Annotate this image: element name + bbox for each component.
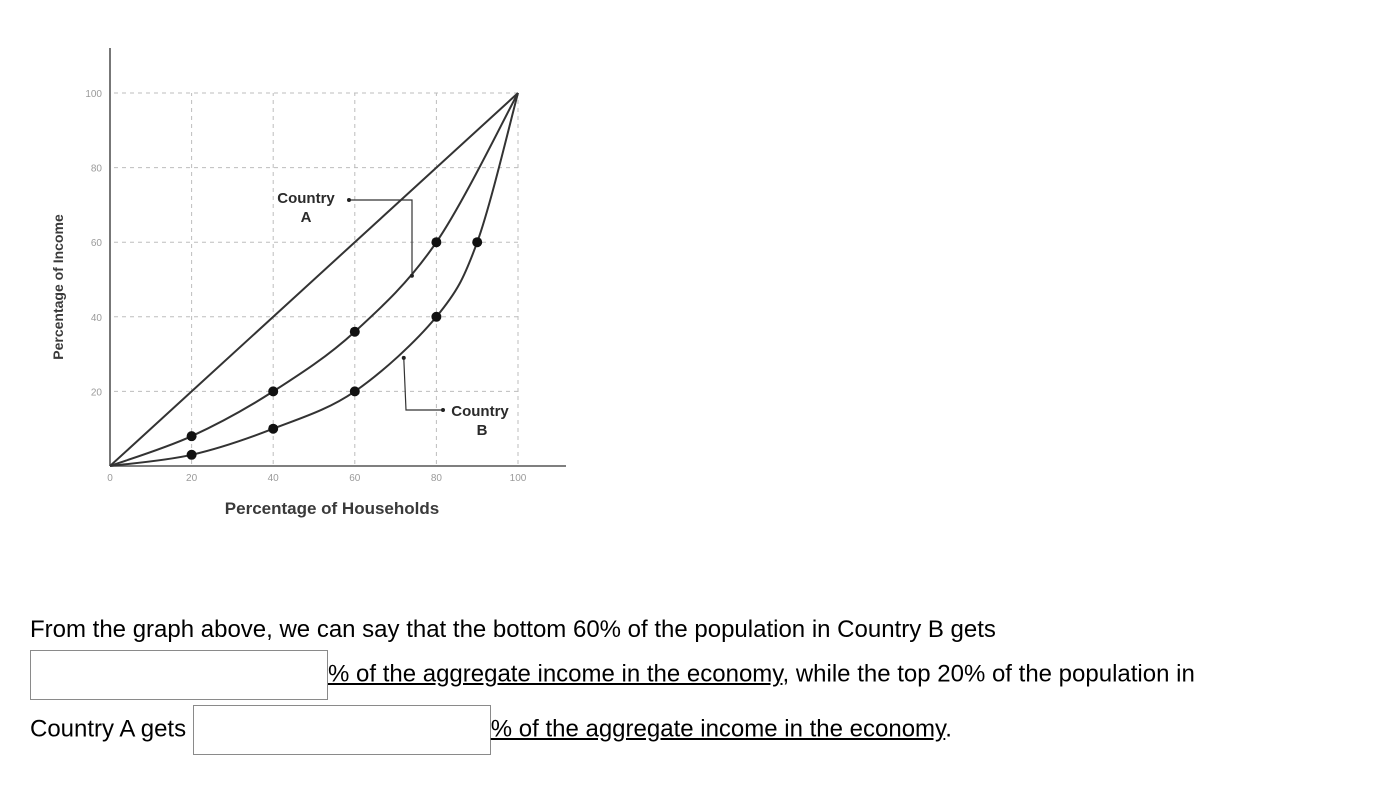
country-b-curve-point-3	[350, 386, 360, 396]
y-tick-label: 60	[90, 238, 102, 250]
x-tick-label: 100	[509, 473, 527, 484]
country-a-label-line1: Country	[277, 190, 335, 207]
annotations	[277, 190, 509, 439]
country-a-curve-point-1	[187, 431, 197, 441]
answer-input-country-a-top-20[interactable]	[193, 705, 491, 755]
y-tick-label: 100	[85, 89, 102, 100]
question-line-2	[30, 650, 1195, 700]
country-b-leader-line	[404, 358, 443, 410]
country-a-curve-point-4	[431, 237, 441, 247]
country-a-label-line2: A	[300, 209, 312, 226]
question-line-1	[30, 614, 996, 646]
y-tick-label: 40	[90, 312, 102, 324]
country-b-curve-point-1	[187, 450, 197, 460]
country-a-curve-point-3	[350, 327, 360, 337]
question-period: .	[945, 715, 952, 743]
country-b-label-line2: B	[476, 422, 488, 439]
answer-input-country-b-bottom-60[interactable]	[30, 650, 328, 700]
question-country-a-prefix: Country A gets	[30, 715, 187, 743]
country-b-label-line1: Country	[451, 403, 509, 420]
answer-suffix-1: % of the aggregate income in the economy	[328, 660, 783, 688]
y-axis-label: Percentage of Income	[50, 214, 66, 360]
x-tick-label: 60	[349, 473, 361, 484]
x-axis-label: Percentage of Households	[224, 499, 440, 518]
x-tick-label: 0	[107, 473, 113, 484]
country-b-curve-dot	[402, 356, 406, 360]
country-a-curve-dot	[410, 274, 414, 278]
y-tick-label: 80	[90, 163, 102, 175]
question-continuation: , while the top 20% of the population in	[782, 660, 1195, 688]
country-b-leader-dot	[441, 408, 445, 412]
country-a-curve-point-2	[268, 386, 278, 396]
country-b-curve-point-5	[472, 237, 482, 247]
country-b-curve-point-4	[431, 312, 441, 322]
x-tick-label: 20	[186, 473, 198, 484]
lorenz-curve-chart	[0, 0, 600, 540]
country-a-leader-dot	[347, 198, 351, 202]
x-tick-label: 40	[267, 473, 279, 484]
answer-suffix-2: % of the aggregate income in the economy	[490, 715, 946, 743]
question-intro: From the graph above, we can say that the bottom 60% of the population in Country B gets	[30, 616, 996, 643]
country-b-curve-point-2	[268, 424, 278, 434]
y-tick-label: 20	[90, 387, 102, 399]
x-tick-label: 80	[430, 473, 442, 484]
question-line-3	[30, 705, 952, 755]
